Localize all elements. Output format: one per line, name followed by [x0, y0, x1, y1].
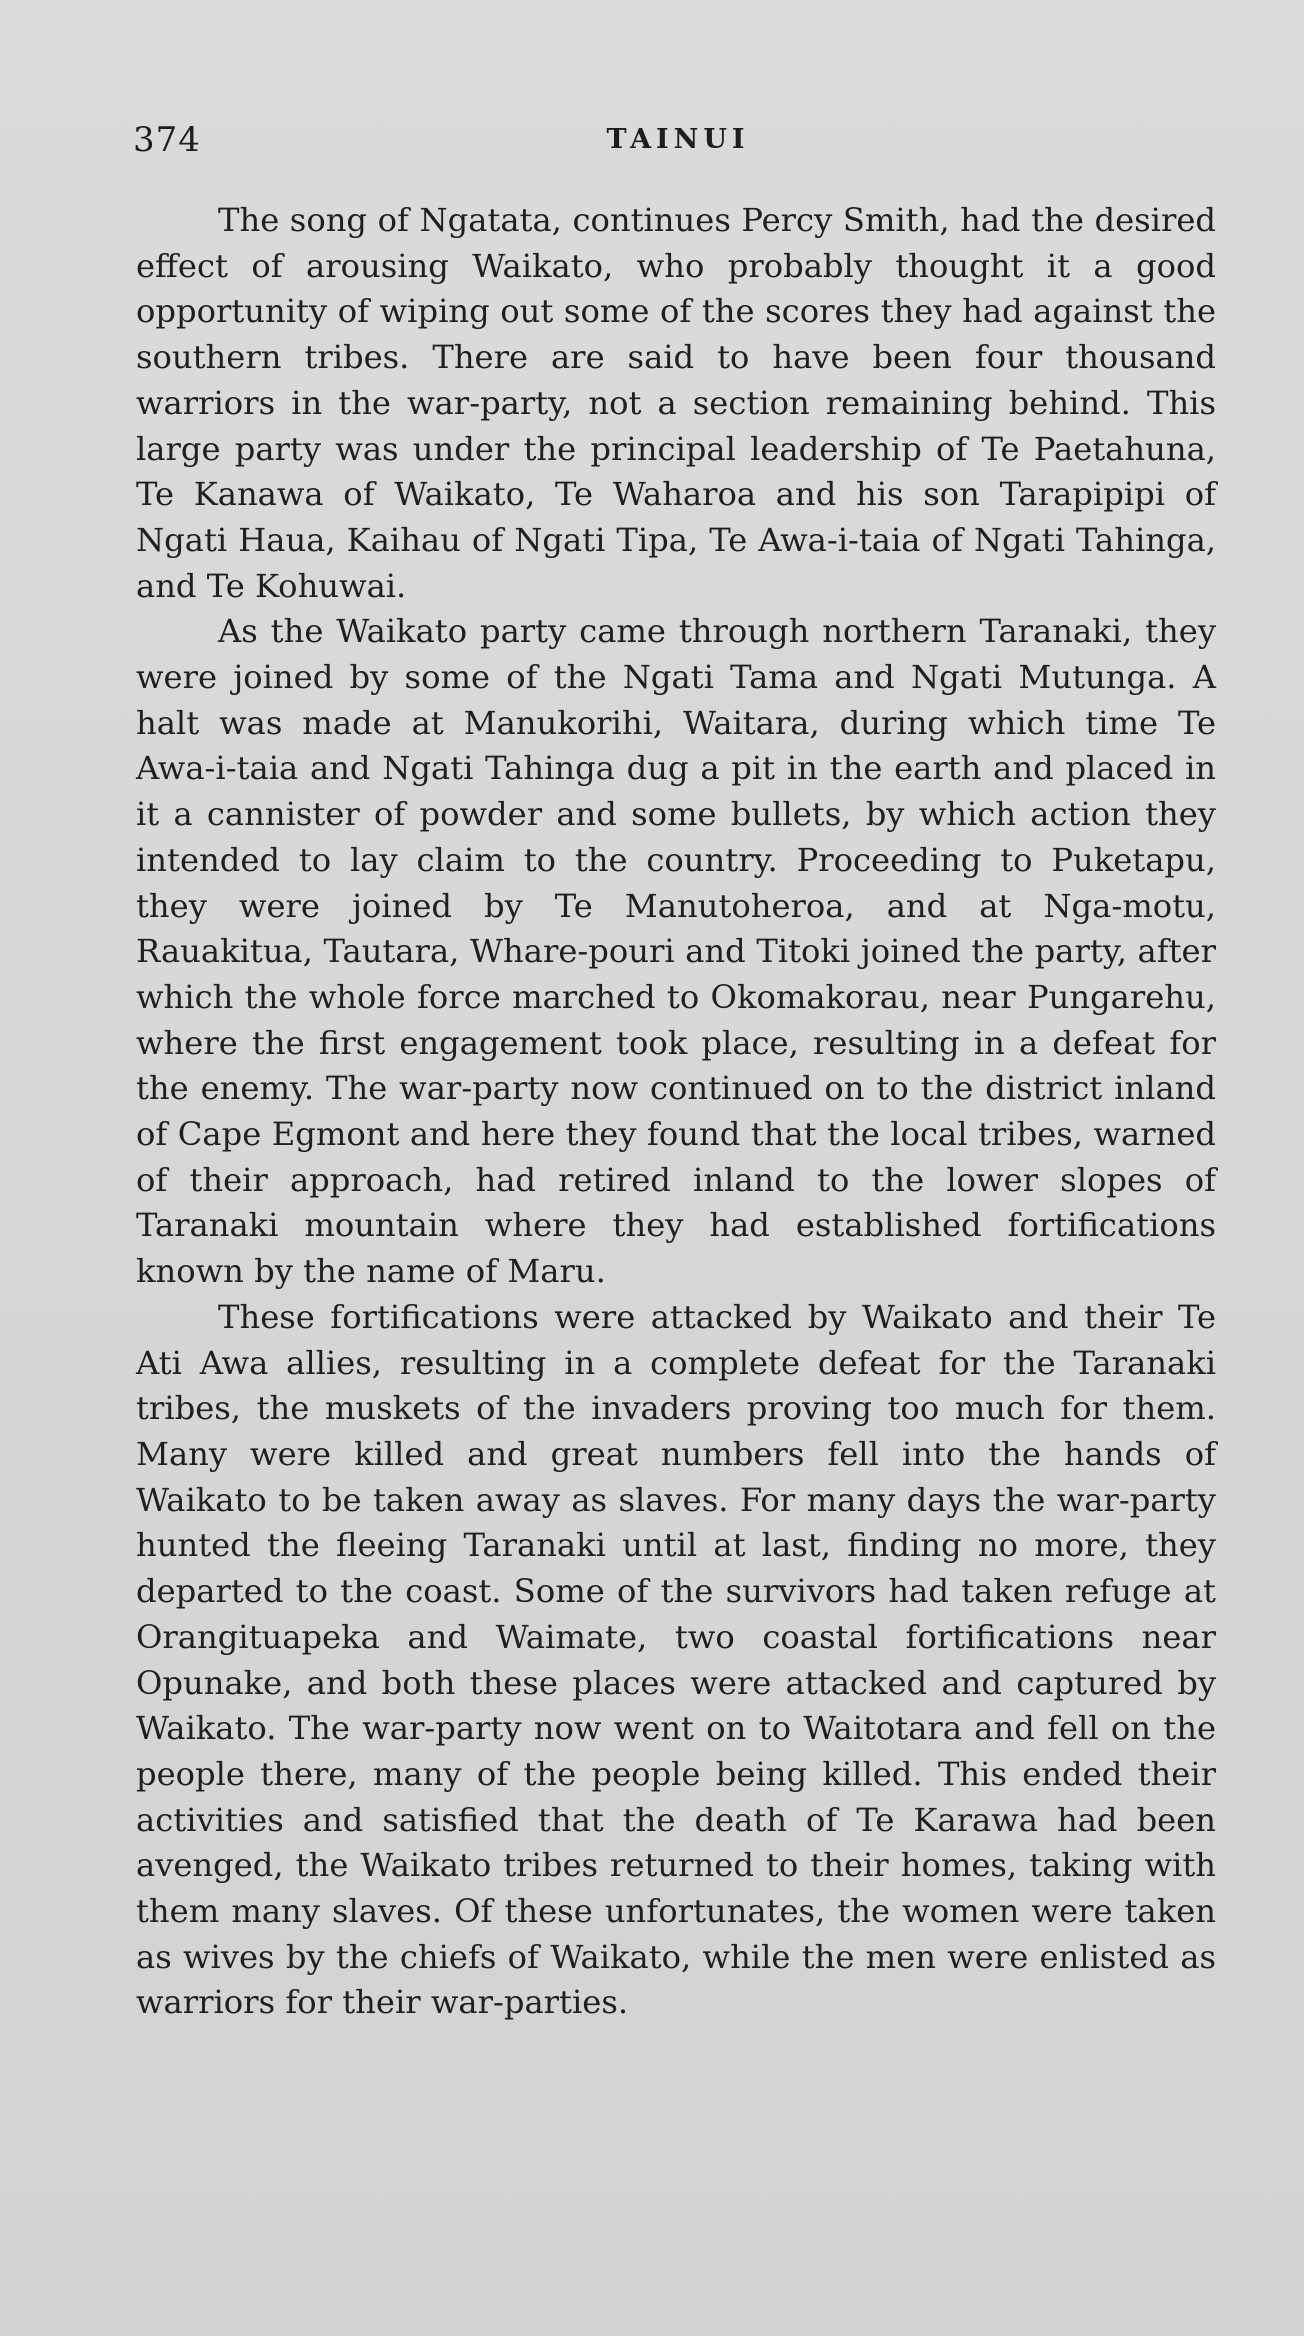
page-header: [133, 120, 1223, 170]
page-number: 374: [133, 120, 201, 160]
body-text: [136, 198, 1216, 2026]
paragraph-1: The song of Ngatata, continues Percy Smith, had the desired effect of arousing Waikato, who probably thought it a good opportunity of wiping out some of the scores they had against the southern tribes. There are said to have been four thousand warriors in the war-party, not a section remaining behind. This large party was under the principal leadership of Te Paetahuna, Te Kanawa of Waikato, Te Waharoa and his son Tarapipipi of Ngati Haua, Kaihau of Ngati Tipa, Te Awa-i-taia of Ngati Tahinga, and Te Kohuwai.: [136, 201, 1216, 605]
running-title: TAINUI: [606, 124, 750, 155]
paragraph-2: As the Waikato party came through northern Taranaki, they were joined by some of the Ngati Tama and Ngati Mutunga. A halt was made at Manukorihi, Waitara, during which time Te Awa-i-taia and Ngati Tahinga dug a pit in the earth and placed in it a cannister of powder and some bullets, by which action they intended to lay claim to the country. Proceeding to Puketapu, they were joined by Te Manutoheroa, and at Nga-motu, Rauakitua, Tautara, Whare-pouri and Titoki joined the party, after which the whole force marched to Okomakorau, near Pungarehu, where the first engagement took place, resulting in a defeat for the enemy. The war-party now continued on to the district inland of Cape Egmont and here they found that the local tribes, warned of their approach, had retired inland to the lower slopes of Taranaki mountain where they had established fortifications known by the name of Maru.: [136, 612, 1216, 1291]
paragraph-3: These fortifications were attacked by Waikato and their Te Ati Awa allies, resulting in a complete defeat for the Taranaki tribes, the muskets of the invaders proving too much for them. Many were killed and great numbers fell into the hands of Waikato to be taken away as slaves. For many days the war-party hunted the fleeing Taranaki until at last, finding no more, they departed to the coast. Some of the survivors had taken refuge at Orangituapeka and Waimate, two coastal fortifications near Opunake, and both these places were attacked and captured by Waikato. The war-party now went on to Waitotara and fell on the people there, many of the people being killed. This ended their activities and satisfied that the death of Te Karawa had been avenged, the Waikato tribes returned to their homes, taking with them many slaves. Of these unfortunates, the women were taken as wives by the chiefs of Waikato, while the men were enlisted as warriors for their war-parties.: [136, 1297, 1216, 2022]
